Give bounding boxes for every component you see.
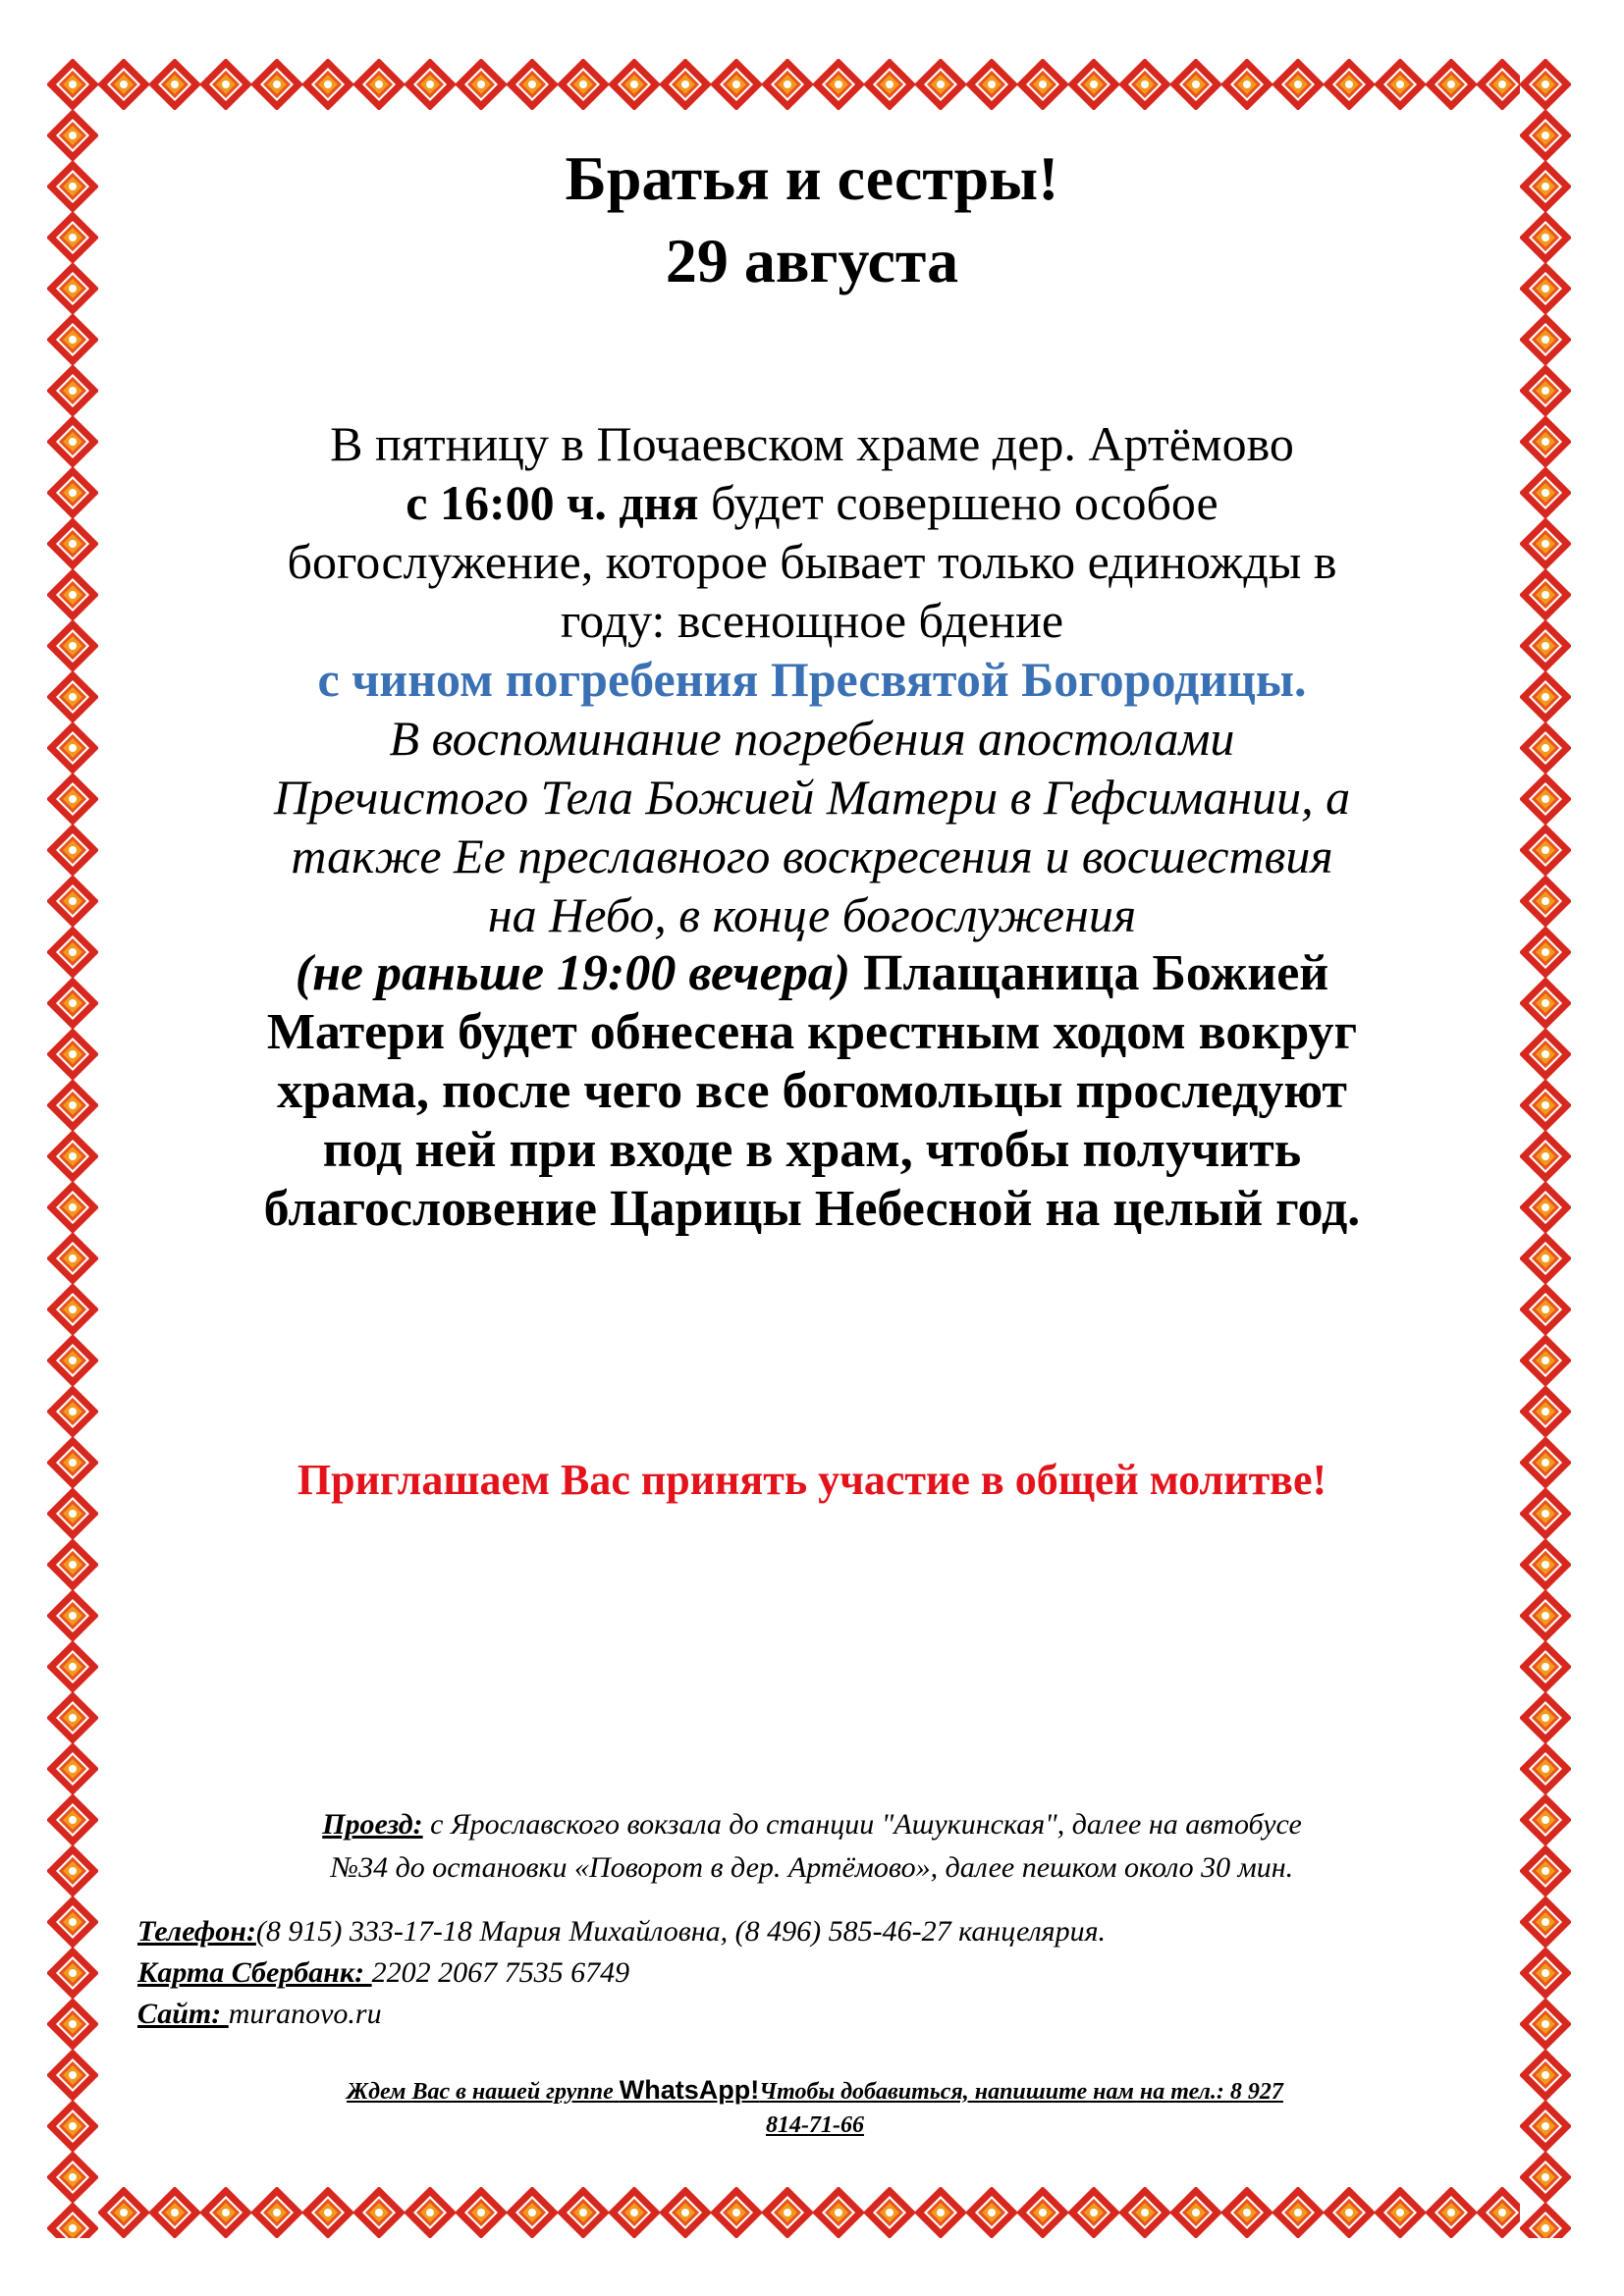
ornament-border-top — [47, 59, 1571, 110]
ornament-border-bottom — [47, 2187, 1571, 2238]
card-value: 2202 2067 7535 6749 — [371, 1956, 630, 1989]
service-time: с 16:00 ч. дня — [406, 475, 699, 530]
route-line2: №34 до остановки «Поворот в дер. Артёмово», далее пешком около 30 мин. — [330, 1851, 1294, 1884]
body-line: В пятницу в Почаевском храме дер. Артёмово — [330, 416, 1294, 471]
invitation-text: Приглашаем Вас принять участие в общей молитве! — [297, 1456, 1327, 1504]
site-label: Сайт: — [137, 1998, 229, 2030]
body-line: году: всенощное бдение — [560, 593, 1064, 648]
body-italic-line: также Ее преславного воскресения и восшествия — [291, 828, 1333, 883]
whatsapp-link[interactable]: WhatsApp! — [619, 2075, 760, 2105]
title-greeting: Братья и сестры! — [565, 143, 1059, 213]
body-line: богослужение, которое бывает только единожды в — [287, 534, 1337, 589]
service-rite-highlight: с чином погребения Пресвятой Богородицы. — [317, 652, 1307, 707]
announcement-page — [118, 110, 1506, 2138]
route-line1: с Ярославского вокзала до станции "Ашукинская", далее на автобусе — [422, 1808, 1302, 1841]
title-date: 29 августа — [665, 226, 959, 295]
procession-line: благословение Царицы Небесной на целый год. — [263, 1181, 1361, 1237]
body-line-time — [118, 473, 1506, 532]
procession-line: под ней при входе в храм, чтобы получить — [322, 1122, 1302, 1178]
procession-line: Матери будет обнесена крестным ходом вокруг — [266, 1004, 1358, 1060]
contact-info — [137, 1911, 1512, 2035]
footer-prefix: Ждем Вас в нашей группе — [347, 2079, 620, 2105]
body-italic-line: В воспоминание погребения апостолами — [389, 711, 1235, 766]
ornament-border-right — [1520, 59, 1571, 2238]
page-title — [118, 137, 1506, 302]
announcement-body — [118, 414, 1506, 1239]
phone-label: Телефон: — [137, 1915, 256, 1948]
procession-line — [118, 944, 1506, 1003]
body-line-rest: будет совершено особое — [698, 475, 1218, 530]
card-label: Карта Сбербанк: — [137, 1956, 372, 1989]
whatsapp-footer — [157, 2073, 1473, 2142]
route-label: Проезд: — [322, 1808, 423, 1841]
site-link[interactable]: muranovo.ru — [228, 1998, 382, 2030]
procession-line: храма, после чего все богомольцы проследуют — [277, 1063, 1347, 1119]
body-italic-line: Пречистого Тела Божией Матери в Гефсимании, а — [273, 770, 1351, 825]
footer-phone[interactable]: 814-71-66 — [766, 2112, 864, 2138]
phone-value[interactable]: (8 915) 333-17-18 Мария Михайловна, (8 496) 585-46-27 канцелярия. — [255, 1915, 1107, 1948]
footer-suffix: Чтобы добавиться, напишите нам на тел.: 8 927 — [759, 2079, 1283, 2105]
route-info — [118, 1803, 1506, 1890]
procession-time: (не раньше 19:00 вечера) — [295, 945, 851, 1001]
body-italic-line: на Небо, в конце богослужения — [487, 887, 1137, 942]
procession-line-rest: Плащаница Божией — [850, 945, 1329, 1001]
ornament-border-left — [47, 59, 98, 2238]
